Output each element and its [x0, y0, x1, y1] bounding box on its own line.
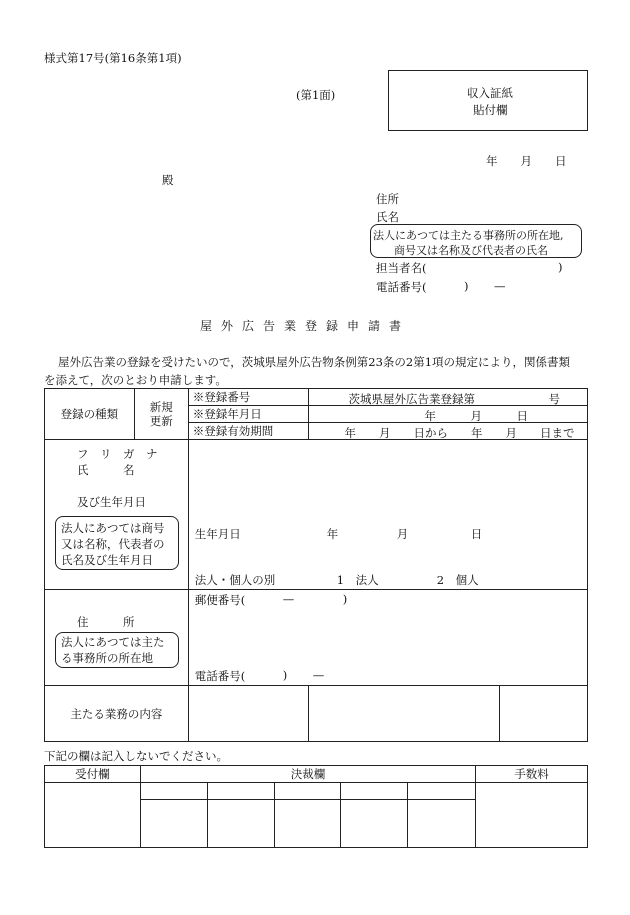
corp-address-note-2: る事務所の所在地 [61, 651, 153, 665]
approval-header-cell-2 [207, 783, 274, 800]
approval-label: 決裁欄 [290, 767, 326, 781]
intro-line-1: 屋外広告業の登録を受けたいので，茨城県屋外広告物条例第23条の2第1項の規定により，関係書類 [58, 355, 571, 369]
applicant-phone-label: 電話番号( [376, 280, 427, 294]
fee-header [476, 766, 588, 783]
approval-cell-3 [274, 800, 341, 848]
corp-name-note-2: 又は名称，代表者の [61, 537, 165, 551]
corp-address-note-1: 法人にあつては主た [61, 635, 165, 649]
fee-cell [476, 783, 588, 848]
reception-cell [45, 783, 141, 848]
kind-renew[interactable]: 更新 [149, 414, 173, 428]
address-phone-dash: — [312, 668, 325, 682]
reg-no-suffix: 号 [548, 392, 561, 406]
form-number: 様式第17号(第16条第1項) [44, 51, 182, 65]
applicant-corp-note-1: 法人にあつては主たる事務所の所在地, [373, 229, 564, 242]
approval-cell-1 [140, 800, 207, 848]
entity-individual[interactable]: 2 個人 [436, 573, 479, 587]
birth-date-label: 生年月日 [194, 527, 241, 541]
name-label-cell [45, 440, 189, 590]
reg-date-label: ※登録年月日 [192, 407, 262, 421]
address-label: 住 所 [77, 615, 135, 629]
page-label: (第1面) [296, 88, 336, 102]
entity-label: 法人・個人の別 [194, 573, 276, 587]
birth-year: 年 [326, 527, 339, 541]
entity-corp[interactable]: 1 法人 [336, 573, 379, 587]
validity-label-cell [188, 423, 308, 440]
date-line: 年 月 日 [486, 154, 567, 168]
business-label: 主たる業務の内容 [70, 706, 163, 721]
approval-header-cell-3 [274, 783, 341, 800]
reg-date-value: 年 月 日 [424, 409, 529, 423]
name-label: 氏 名 [77, 463, 135, 477]
fee-label: 手数料 [514, 767, 549, 781]
postal-label: 郵便番号( [194, 593, 246, 607]
corp-name-note-1: 法人にあつては商号 [61, 521, 165, 535]
stamp-box-line1: 収入証紙 [467, 86, 513, 100]
approval-header-cell-5 [408, 783, 476, 800]
office-use-table [44, 765, 588, 848]
reg-no-value-cell[interactable] [308, 389, 587, 406]
applicant-corp-note-2: 商号又は名称及び代表者の氏名 [394, 244, 548, 257]
reg-no-value: 茨城県屋外広告業登録第 [348, 392, 476, 406]
address-phone-close: ) [282, 668, 288, 682]
applicant-name-label: 氏名 [376, 210, 399, 224]
contact-close: ) [558, 260, 563, 274]
business-label-cell [45, 686, 189, 742]
reg-no-label: ※登録番号 [192, 390, 251, 404]
business-value-2[interactable] [308, 686, 500, 742]
postal-dash: — [282, 592, 295, 606]
applicant-phone-close: ) [464, 279, 469, 293]
corp-name-note-3: 氏名及び生年月日 [61, 553, 153, 567]
postal-close: ) [342, 592, 348, 606]
birth-label-left: 及び生年月日 [77, 495, 146, 509]
stamp-box-line2: 貼付欄 [473, 103, 508, 117]
intro-line-2: を添えて，次のとおり申請します。 [44, 373, 227, 387]
approval-header-cell-1 [140, 783, 207, 800]
reg-date-label-cell [188, 406, 308, 423]
kind-new[interactable]: 新規 [149, 400, 173, 414]
address-label-cell [45, 590, 189, 686]
kind-label-cell [45, 389, 135, 440]
revenue-stamp-box [388, 70, 588, 131]
applicant-address-label: 住所 [376, 192, 399, 206]
address-value-cell[interactable] [188, 590, 587, 686]
reg-no-label-cell [188, 389, 308, 406]
birth-day: 日 [470, 527, 483, 541]
kind-options-cell[interactable] [134, 389, 188, 440]
approval-header [140, 766, 475, 783]
approval-cell-2 [207, 800, 274, 848]
furigana-label: フ リ ガ ナ [77, 447, 158, 461]
birth-month: 月 [396, 527, 409, 541]
reception-label: 受付欄 [75, 767, 110, 781]
addressee-suffix: 殿 [162, 173, 174, 187]
form-title: 屋外広告業登録申請書 [200, 319, 411, 333]
approval-header-cell-4 [341, 783, 408, 800]
validity-value: 年 月 日から 年 月 日まで [344, 426, 575, 440]
kind-label: 登録の種類 [60, 407, 119, 421]
business-value-1[interactable] [188, 686, 308, 742]
approval-cell-5 [408, 800, 476, 848]
reception-header [45, 766, 141, 783]
validity-label: ※登録有効期間 [192, 424, 274, 438]
approval-cell-4 [341, 800, 408, 848]
reg-date-value-cell[interactable] [308, 406, 587, 423]
name-value-cell[interactable] [188, 440, 587, 590]
validity-value-cell[interactable] [308, 423, 587, 440]
address-phone-label: 電話番号( [194, 669, 246, 683]
do-not-fill-note: 下記の欄は記入しないでください。 [44, 749, 228, 763]
contact-label: 担当者名( [376, 261, 427, 275]
applicant-phone-dash: — [494, 279, 506, 293]
application-table [44, 388, 588, 742]
business-value-3[interactable] [500, 686, 588, 742]
